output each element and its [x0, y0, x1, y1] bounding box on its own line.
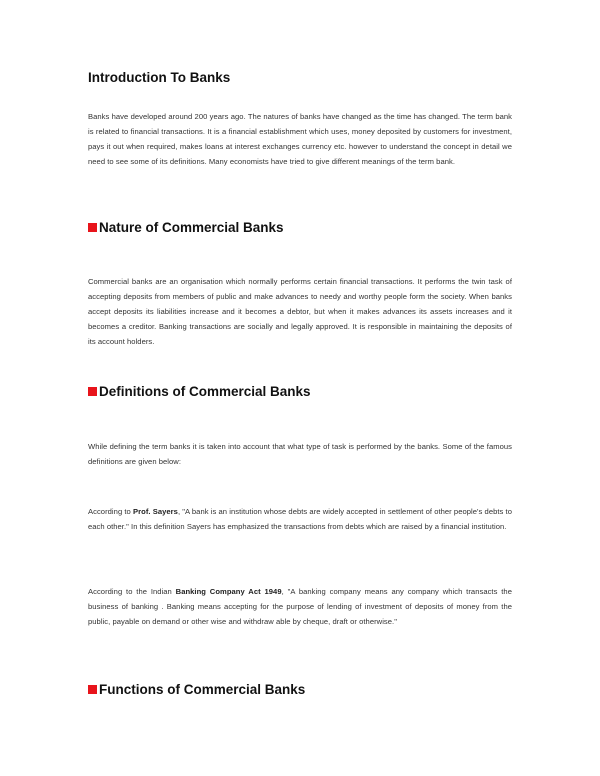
nature-paragraph-block: [88, 274, 512, 349]
definition-act-prefix: According to the Indian: [88, 587, 176, 596]
red-square-icon: [88, 387, 97, 396]
definition-sayers-prefix: According to: [88, 507, 134, 516]
definition-act-text: , "A banking company means any company which transacts the business of banking . Banking means accepting for the purpose of lending of investment of deposits of money from the public, payable on demand or other wise and withdraw able by cheque, draft or otherwise.": [88, 587, 512, 626]
definitions-intro-paragraph: While defining the term banks it is taken into account that what type of task is performed by the banks. Some of the famous definitions are given below:: [88, 442, 512, 466]
section-heading-nature-label: Nature of Commercial Banks: [99, 220, 284, 235]
definition-sayers-block: [88, 504, 512, 534]
section-heading-definitions-label: Definitions of Commercial Banks: [99, 384, 311, 399]
definition-act-paragraph: [88, 584, 512, 629]
nature-paragraph: Commercial banks are an organisation which normally performs certain financial transactions. It performs the twin task of accepting deposits from members of public and make advances to needy and worthy people form the society. When banks accept deposits its liabilities increase and it becomes a debtor, but when it makes advances its assets increases and it becomes a creditor. Banking transactions are socially and legally approved. It is responsible in maintaining the deposits of its account holders.: [88, 277, 512, 346]
section-heading-functions: [88, 682, 512, 697]
definition-act-block: [88, 584, 512, 629]
definition-act-name: Banking Company Act 1949: [175, 587, 282, 596]
section-heading-nature: [88, 220, 512, 235]
section-heading-functions-label: Functions of Commercial Banks: [99, 682, 306, 697]
intro-section: [88, 70, 512, 85]
section-heading-definitions: [88, 384, 512, 399]
nature-section-heading-block: [88, 220, 512, 235]
definitions-intro-block: [88, 439, 512, 469]
definition-sayers-text: , "A bank is an institution whose debts are widely accepted in settlement of other people's debts to each other." In this definition Sayers has emphasized the transactions from debts which are raised by a financial institution.: [88, 507, 512, 531]
page-title: Introduction To Banks: [88, 70, 231, 85]
functions-section-heading-block: [88, 682, 512, 697]
red-square-icon: [88, 223, 97, 232]
red-square-icon: [88, 685, 97, 694]
definition-sayers-paragraph: [88, 504, 512, 534]
intro-paragraph-block: [88, 109, 512, 169]
intro-paragraph: Banks have developed around 200 years ago. The natures of banks have changed as the time has changed. The term bank is related to financial transactions. It is a financial establishment which uses, money deposited by customers for investment, pays it out when required, makes loans at interest exchanges currency etc. however to understand the concept in detail we need to see some of its definitions. Many economists have tried to give different meanings of the term bank.: [88, 112, 512, 166]
definition-sayers-author: Prof. Sayers: [133, 507, 178, 516]
definitions-section-heading-block: [88, 384, 512, 399]
